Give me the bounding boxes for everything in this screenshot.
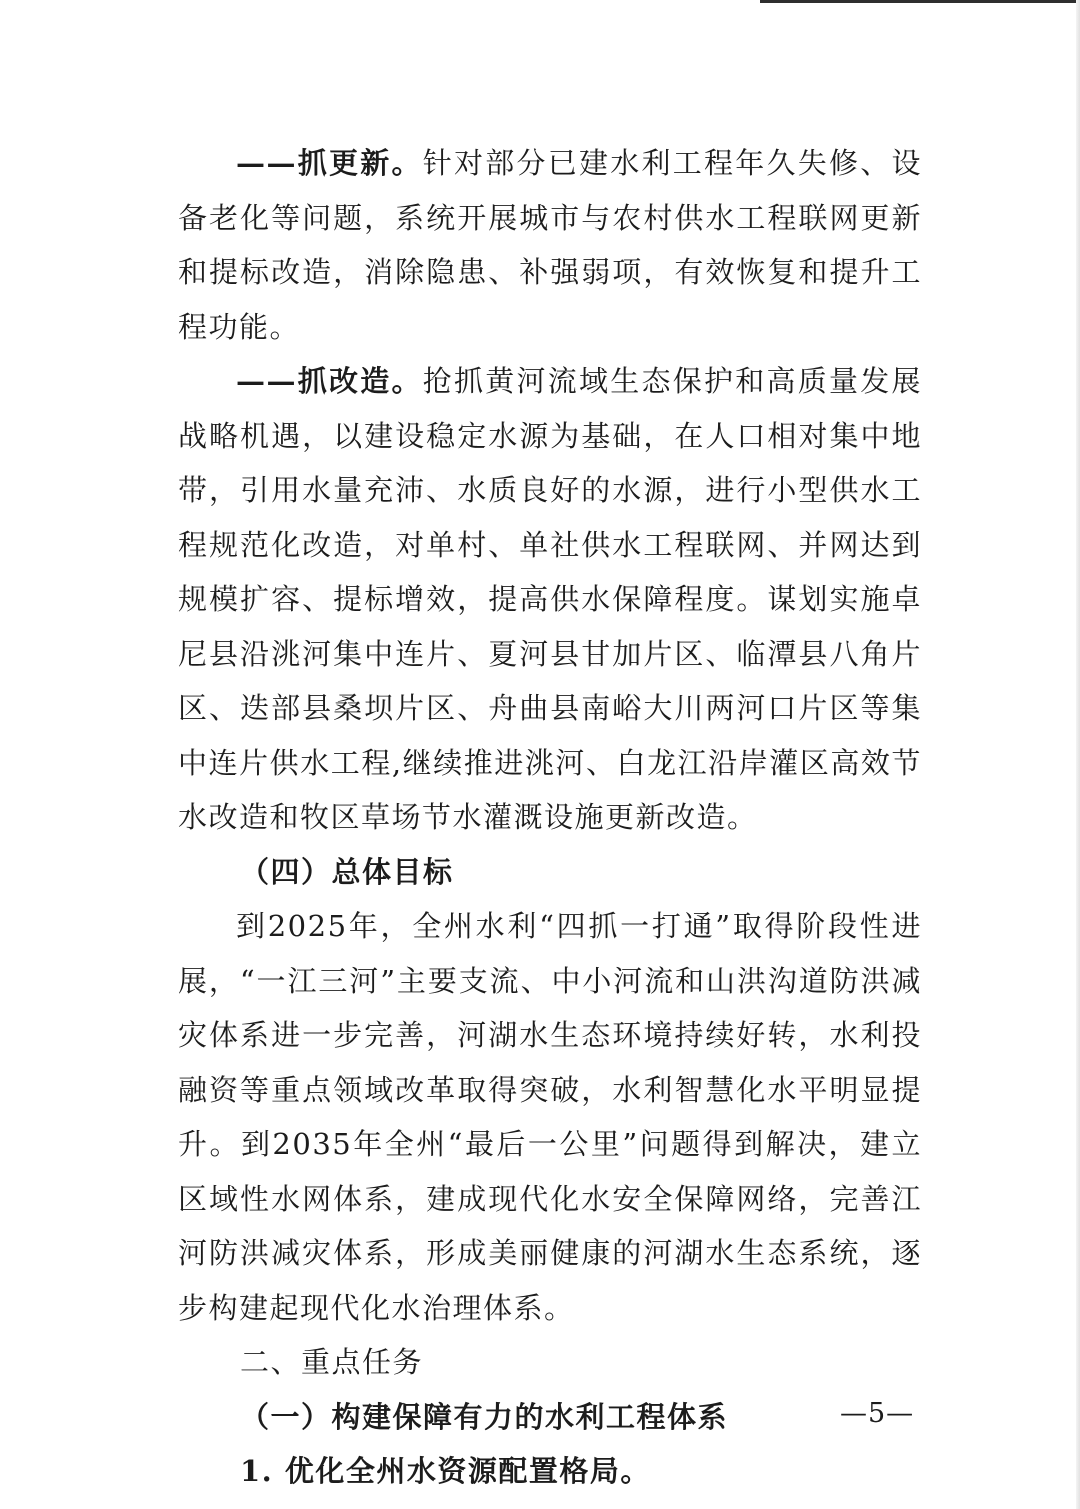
paragraph-renovate: [178, 354, 922, 845]
part2-heading: 二、重点任务: [240, 1345, 424, 1379]
item1-heading: 1. 优化全州水资源配置格局。: [240, 1454, 651, 1488]
document-page: [178, 136, 922, 1499]
paragraph-update-lead: ——抓更新。: [236, 146, 423, 180]
page-number: —5—: [840, 1398, 915, 1429]
section4-heading: （四）总体目标: [240, 854, 454, 889]
scan-right-edge-shadow: [1076, 0, 1080, 1509]
section4-text: 到2025年，全州水利“四抓一打通”取得阶段性进展，“一江三河”主要支流、中小河流和山洪沟道防洪减灾体系进一步完善，河湖水生态环境持续好转，水利投融资等重点领域改革取得突破，水利智慧化水平明显提升。到2035年全州“最后一公里”问题得到解决，建立区域性水网体系，建成现代化水安全保障网络，完善江河防洪减灾体系，形成美丽健康的河湖水生态系统，逐步构建起现代化水治理体系。: [178, 909, 922, 1325]
paragraph-renovate-text: 抢抓黄河流域生态保护和高质量发展战略机遇，以建设稳定水源为基础，在人口相对集中地带，引用水量充沛、水质良好的水源，进行小型供水工程规范化改造，对单村、单社供水工程联网、并网达到规模扩容、提标增效，提高供水保障程度。谋划实施卓尼县沿洮河集中连片、夏河县甘加片区、临潭县八角片区、迭部县桑坝片区、舟曲县南峪大川两河口片区等集中连片供水工程,继续推进洮河、白龙江沿岸灌区高效节水改造和牧区草场节水灌溉设施更新改造。: [178, 364, 922, 834]
paragraph-update-text: 针对部分已建水利工程年久失修、设备老化等问题，系统开展城市与农村供水工程联网更新和提标改造，消除隐患、补强弱项，有效恢复和提升工程功能。: [178, 146, 922, 344]
paragraph-renovate-lead: ——抓改造。: [236, 364, 423, 398]
paragraph-update: [178, 136, 922, 354]
sub1-heading: （一）构建保障有力的水利工程体系: [240, 1399, 729, 1434]
scan-top-edge-mark: [760, 0, 1080, 3]
